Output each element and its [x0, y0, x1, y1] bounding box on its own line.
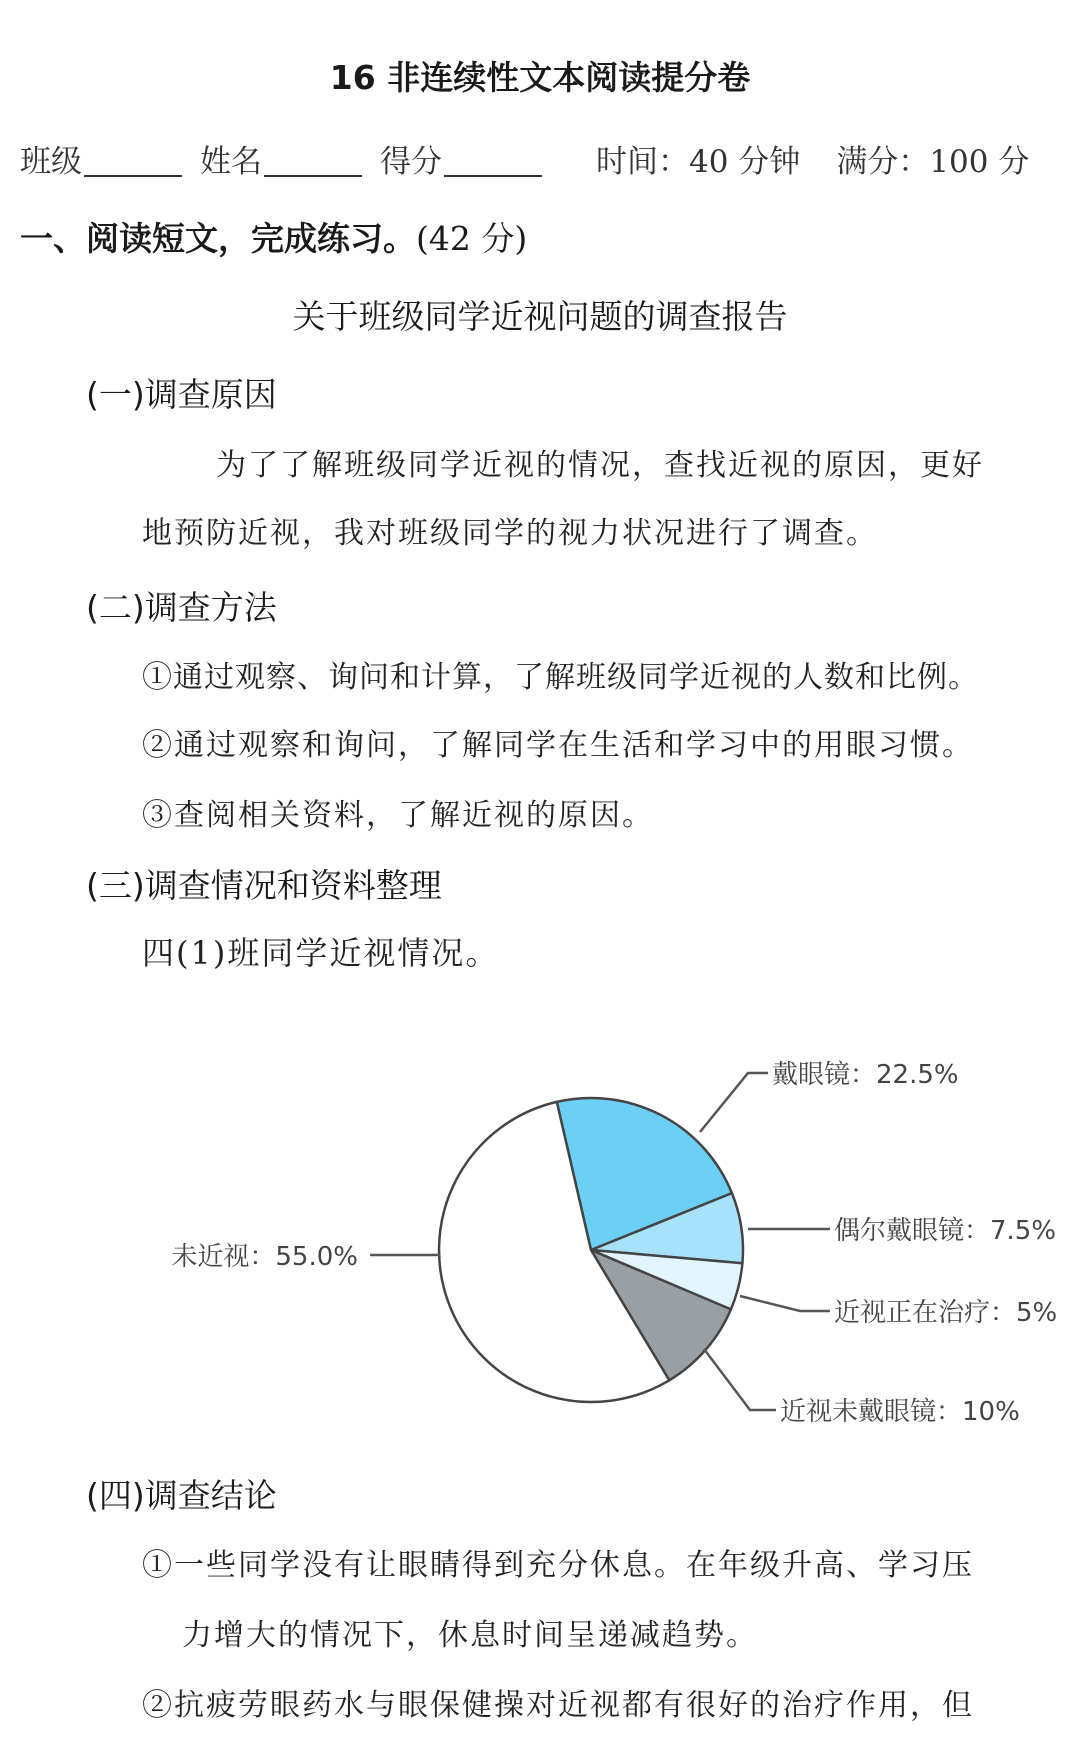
- slice-label: 戴眼镜：22.5%: [772, 1060, 959, 1090]
- name-blank[interactable]: [264, 174, 362, 177]
- slice-label: 未近视：55.0%: [171, 1242, 358, 1272]
- class-blank[interactable]: [84, 174, 182, 177]
- score-blank[interactable]: [444, 174, 542, 177]
- chart-caption: 四(1)班同学近视情况。: [142, 934, 500, 972]
- conclusion-line-3: ②抗疲劳眼药水与眼保健操对近视都有很好的治疗作用，但: [142, 1688, 974, 1723]
- page-title: 16 非连续性文本阅读提分卷: [329, 58, 751, 97]
- section-points: (42 分): [416, 219, 528, 258]
- method-item-2: ②通过观察和询问，了解同学在生活和学习中的用眼习惯。: [142, 728, 974, 763]
- myopia-pie-chart: [0, 1050, 1080, 1460]
- slice-label: 偶尔戴眼镜：7.5%: [834, 1216, 1057, 1246]
- leader-line: [704, 1349, 776, 1410]
- conclusion-line-2: 力增大的情况下，休息时间呈递减趋势。: [182, 1618, 758, 1653]
- slice-label: 近视未戴眼镜：10%: [780, 1397, 1020, 1427]
- part1-heading: (一)调查原因: [86, 375, 277, 414]
- conclusion-line-1: ①一些同学没有让眼睛得到充分休息。在年级升高、学习压: [142, 1548, 974, 1583]
- student-info-row: [20, 136, 1029, 181]
- report-title: 关于班级同学近视问题的调查报告: [292, 297, 788, 336]
- leader-line: [740, 1296, 830, 1311]
- part2-heading: (二)调查方法: [86, 588, 277, 627]
- name-label: 姓名: [200, 144, 262, 180]
- part1-line-2: 地预防近视，我对班级同学的视力状况进行了调查。: [142, 516, 878, 551]
- section-heading: [20, 213, 527, 260]
- time-limit: 时间：40 分钟: [596, 144, 801, 180]
- method-item-3: ③查阅相关资料，了解近视的原因。: [142, 798, 654, 833]
- section-heading-text: 一、阅读短文，完成练习。: [20, 219, 416, 258]
- part4-heading: (四)调查结论: [86, 1476, 277, 1515]
- slice-label: 近视正在治疗：5%: [834, 1298, 1058, 1328]
- part1-line-1: 为了了解班级同学近视的情况，查找近视的原因，更好: [216, 448, 984, 483]
- full-score: 满分：100 分: [836, 144, 1030, 180]
- method-item-1: ①通过观察、询问和计算，了解班级同学近视的人数和比例。: [142, 660, 979, 695]
- score-label: 得分: [380, 144, 442, 180]
- class-label: 班级: [20, 144, 82, 180]
- leader-line: [700, 1073, 768, 1132]
- part3-heading: (三)调查情况和资料整理: [86, 866, 442, 905]
